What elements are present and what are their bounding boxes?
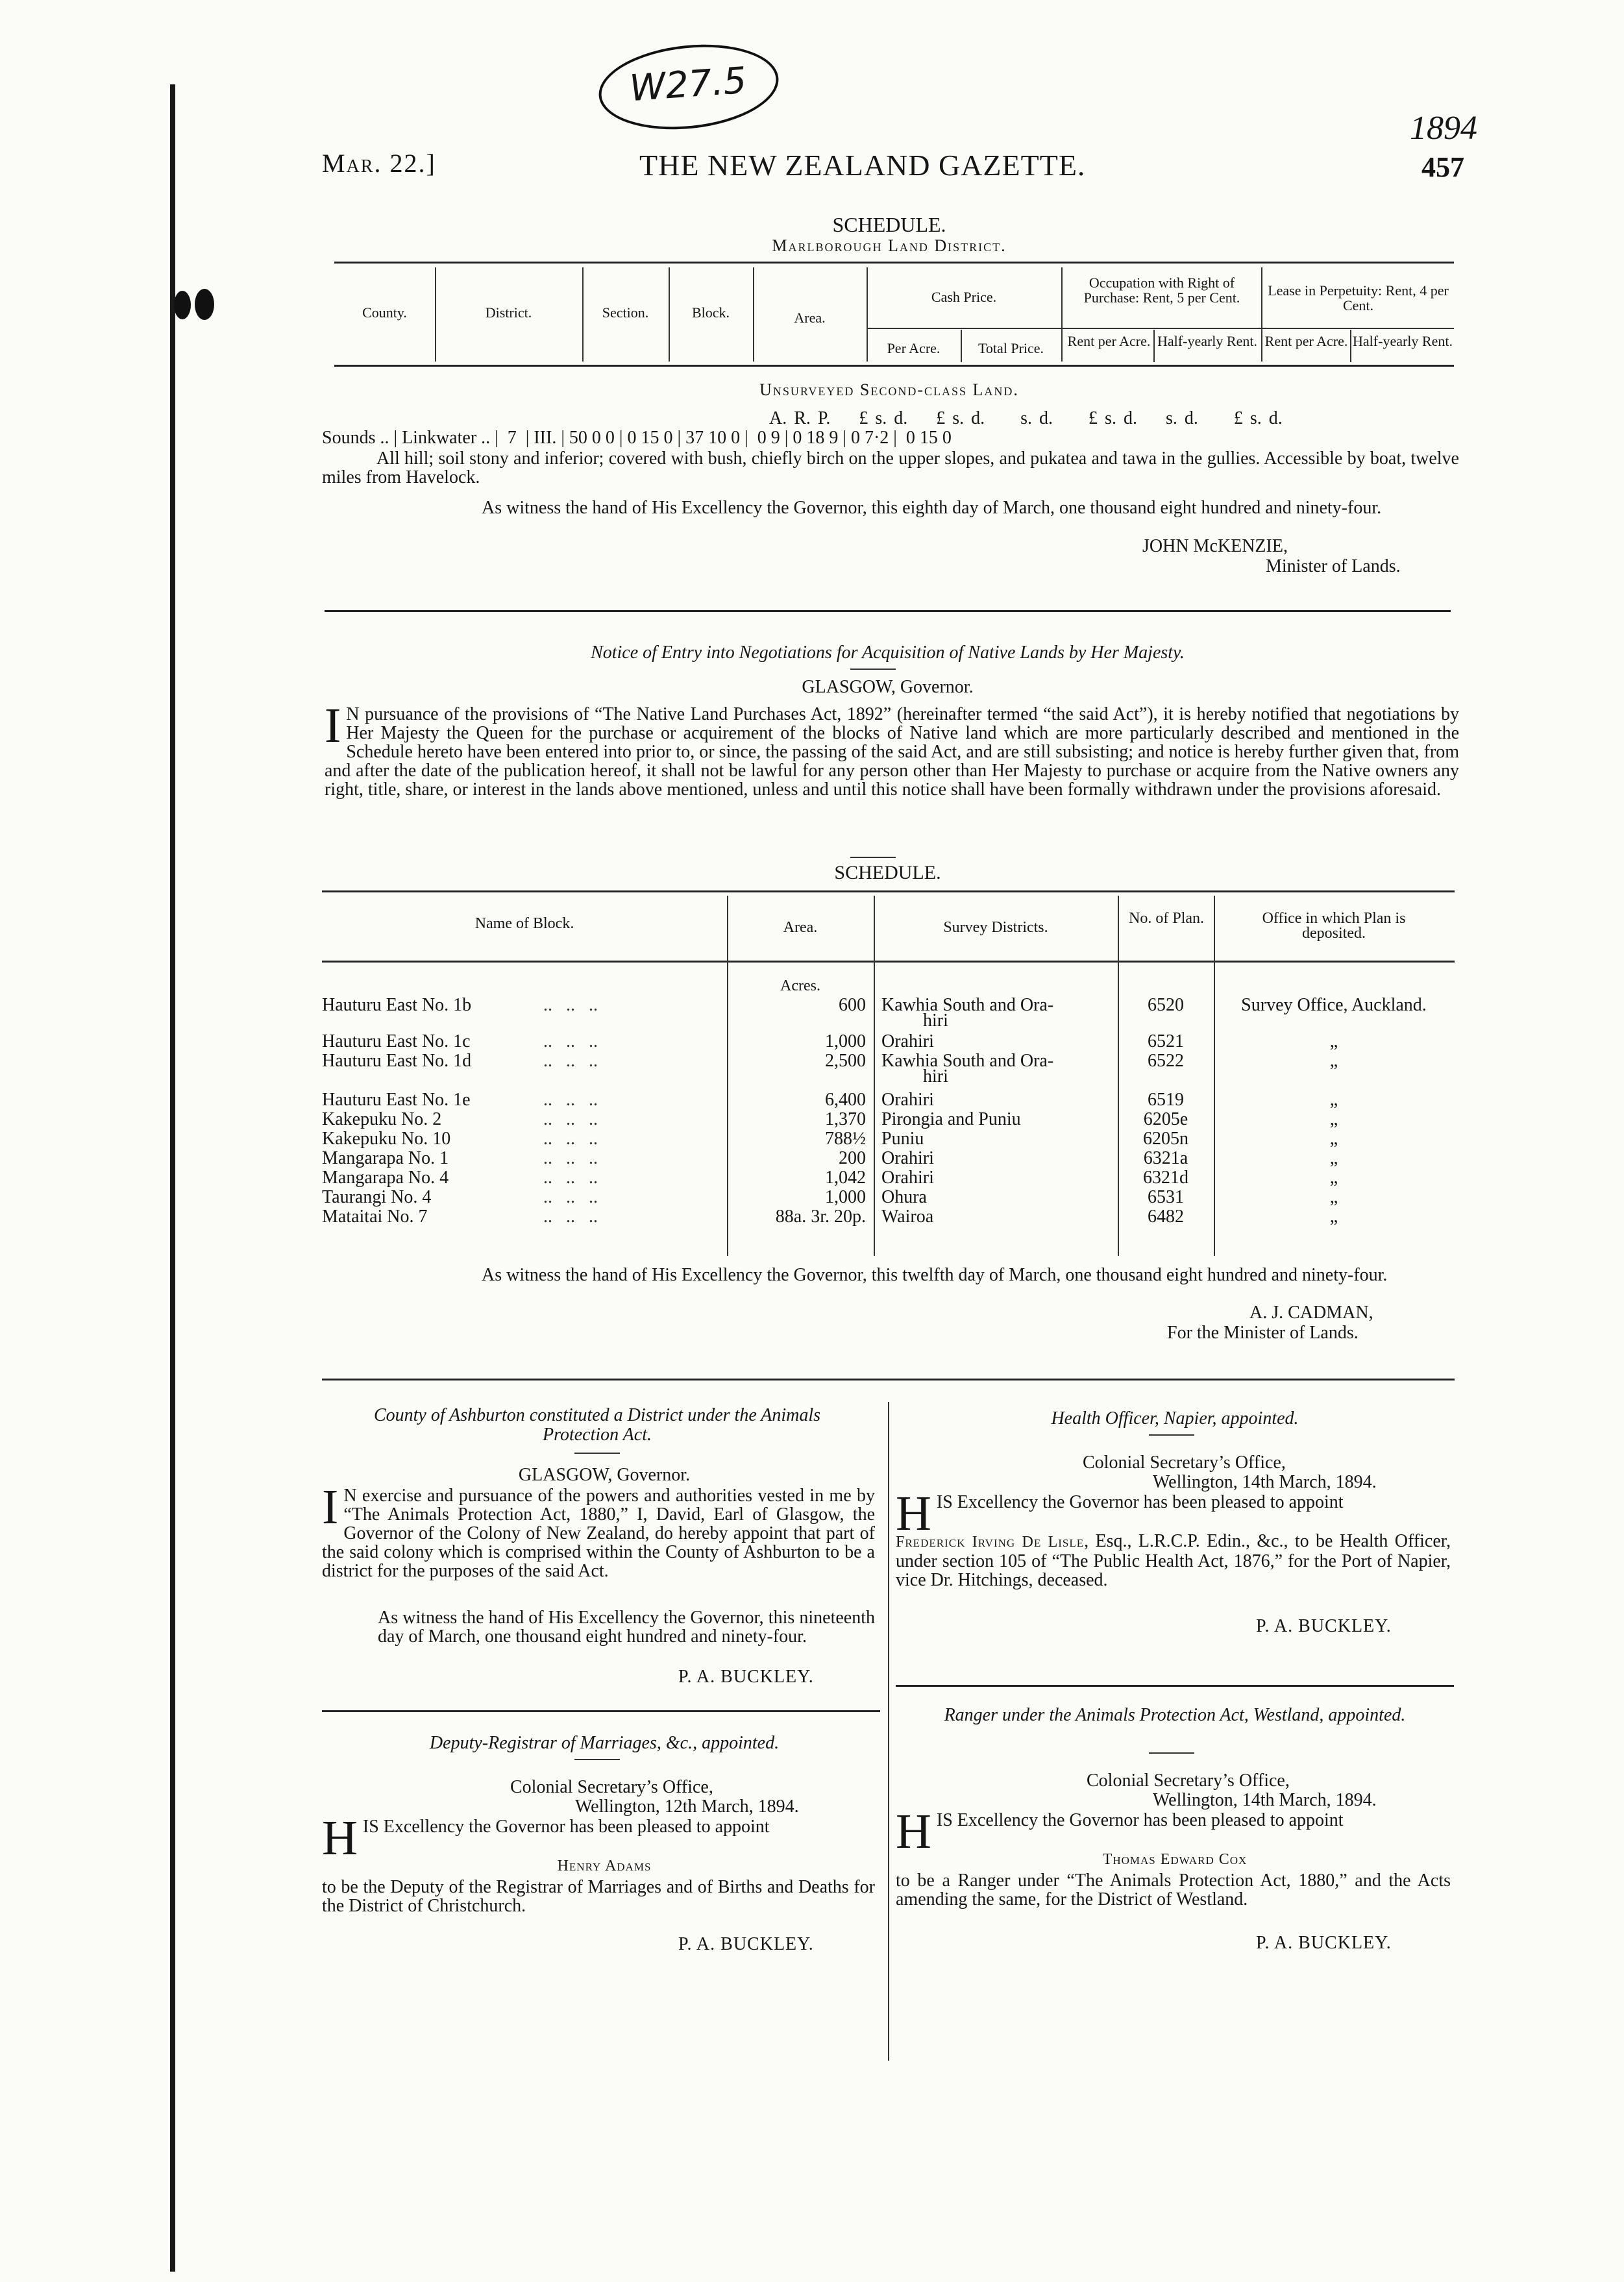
page-number: 457 [1421,151,1464,183]
col-block: Block. [691,304,730,321]
health-title: Health Officer, Napier, appointed. [1051,1408,1299,1429]
block-area: 2,500 [825,1051,866,1071]
schedule-title: SCHEDULE. [832,213,946,236]
col-cash-price: Cash Price. [931,289,997,305]
col-county: County. [362,304,407,321]
block-area: 600 [839,995,866,1015]
row-leader-dots: .. .. .. [539,1187,598,1207]
land-class-heading: Unsurveyed Second-class Land. [759,380,1019,399]
deputy-intro [322,1811,875,1865]
row-leader-dots: .. .. .. [539,995,598,1015]
health-dropcap: H [896,1486,931,1541]
notice-governor: GLASGOW, Governor. [802,677,974,697]
block-survey-district: Kawhia South and Ora- [881,1051,1054,1071]
col-district: District. [485,304,532,321]
notice-text: N pursuance of the provisions of “The Native Land Purchases Act, 1892” (hereinafter termed “the said Act”), it is hereby notified that negotiations by Her Majesty the Queen for the purchase or acquirement of the blocks of Native land which are more particularly described and mentioned in the Schedule hereto have been entered into prior to, or since, the passing of the said Act, and are still subsisting; and notice is hereby further given that, from and after the date of the publication hereof, it shall not be lawful for any person other than Her Majesty to purchase or acquire from the Native owners any right, title, share, or interest in the lands above mentioned, unless and until this notice shall have been formally withdrawn under the provisions aforesaid. [325,704,1459,800]
health-name: Frederick Irving De Lisle [896,1534,1085,1551]
block-office: „ [1329,1168,1338,1188]
block-name: Mangarapa No. 4 [322,1168,449,1188]
ranger-name: Thomas Edward Cox [1102,1851,1248,1868]
block-plan-number: 6321a [1143,1148,1188,1168]
block-area: 1,000 [825,1187,866,1207]
col-survey: Survey Districts. [943,919,1048,936]
row-leader-dots: .. .. .. [539,1109,598,1129]
block-plan-number: 6205e [1143,1109,1188,1129]
block-area: 1,000 [825,1031,866,1051]
block-name: Kakepuku No. 10 [322,1129,451,1149]
notice-title: Notice of Entry into Negotiations for Acquisition of Native Lands by Her Majesty. [591,643,1185,663]
col-total-price: Total Price. [978,340,1044,356]
ranger-dropcap: H [896,1804,931,1859]
deputy-intro-text: IS Excellency the Governor has been pleased to appoint [362,1817,770,1837]
col-notice-area: Area. [783,919,818,936]
signatory-2-title: For the Minister of Lands. [1167,1323,1359,1343]
col-half-yearly: Half-yearly Rent. [1157,333,1257,349]
ashburton-dropcap: I [322,1480,339,1534]
col-lease-half: Half-yearly Rent. [1353,333,1453,349]
col-per-acre: Per Acre. [887,340,941,356]
block-survey-district: Orahiri [881,1031,934,1051]
row-leader-dots: .. .. .. [539,1090,598,1110]
block-area: 200 [839,1148,866,1168]
row-leader-dots: .. .. .. [539,1148,598,1168]
ranger-intro-text: IS Excellency the Governor has been pleased to appoint [936,1810,1344,1830]
block-area: 6,400 [825,1090,866,1110]
block-name: Taurangi No. 4 [322,1187,432,1207]
block-office: „ [1329,1129,1338,1149]
land-description: All hill; soil stony and inferior; covered with bush, chiefly birch on the upper slopes, and pukatea and tawa in the gullies. Accessible by boat, twelve miles from Havelock. [322,448,1459,487]
ranger-date: Wellington, 14th March, 1894. [1153,1790,1377,1810]
block-plan-number: 6522 [1148,1051,1184,1071]
signatory-1: JOHN McKENZIE, [1142,536,1288,556]
block-office: „ [1329,1109,1338,1129]
deputy-body: to be the Deputy of the Registrar of Marriages and of Births and Deaths for the District of Christchurch. [322,1877,875,1916]
deputy-office: Colonial Secretary’s Office, [510,1777,713,1797]
col-lease: Lease in Perpetuity: Rent, 4 per Cent. [1268,282,1449,313]
deputy-date: Wellington, 12th March, 1894. [575,1797,799,1817]
punch-hole [195,289,214,320]
schedule-units: A. R. P. £ s. d. £ s. d. s. d. £ s. d. s. d. £ s. d. [769,408,1283,428]
row-leader-dots: .. .. .. [539,1207,598,1227]
witness-2: As witness the hand of His Excellency the Governor, this twelfth day of March, one thousand eight hundred and ninety-four. [482,1265,1388,1285]
notice-schedule-title: SCHEDULE. [834,862,941,883]
health-body [896,1532,1451,1589]
block-survey-district-cont: hiri [923,1011,948,1031]
block-name: Kakepuku No. 2 [322,1109,442,1129]
binding-edge [170,84,175,2272]
ashburton-witness: As witness the hand of His Excellency the Governor, this nineteenth day of March, one thousand eight hundred and ninety-four. [378,1608,875,1647]
block-office: „ [1329,1051,1338,1071]
health-office: Colonial Secretary’s Office, [1083,1453,1286,1473]
witness-1: As witness the hand of His Excellency the Governor, this eighth day of March, one thousand eight hundred and ninety-four. [482,498,1382,518]
header-date: Mar. 22.] [322,149,436,178]
signatory-1-title: Minister of Lands. [1266,556,1401,576]
deputy-title: Deputy-Registrar of Marriages, &c., appointed. [429,1733,780,1753]
row-leader-dots: .. .. .. [539,1051,598,1071]
block-area: 1,370 [825,1109,866,1129]
block-survey-district: Orahiri [881,1148,934,1168]
col-lease-rent: Rent per Acre. [1264,333,1348,349]
col-plan: No. of Plan. [1129,910,1204,927]
health-date: Wellington, 14th March, 1894. [1153,1472,1377,1492]
block-survey-district: Orahiri [881,1168,934,1188]
block-plan-number: 6519 [1148,1090,1184,1110]
ashburton-title: County of Ashburton constituted a District under the Animals Protection Act. [373,1405,821,1445]
block-plan-number: 6205n [1143,1129,1188,1149]
block-office: „ [1329,1187,1338,1207]
block-office: „ [1329,1207,1338,1227]
block-office: Survey Office, Auckland. [1241,995,1427,1015]
ashburton-body [322,1480,875,1581]
block-plan-number: 6482 [1148,1207,1184,1227]
punch-hole [174,291,191,319]
row-leader-dots: .. .. .. [539,1168,598,1188]
signatory-2: A. J. CADMAN, [1249,1303,1373,1323]
health-intro-text: IS Excellency the Governor has been pleased to appoint [936,1492,1344,1512]
deputy-dropcap: H [322,1811,358,1865]
row-leader-dots: .. .. .. [539,1129,598,1149]
handwritten-stamp-text: W27.5 [628,59,748,110]
block-area: 1,042 [825,1168,866,1188]
ranger-office: Colonial Secretary’s Office, [1087,1771,1290,1791]
land-district: Marlborough Land District. [772,236,1007,255]
schedule-row: Sounds .. | Linkwater .. | 7 | III. | 50 0 0 | 0 15 0 | 37 10 0 | 0 9 | 0 18 9 | 0 7·2 | 0 15 0 [322,428,952,448]
ranger-body: to be a Ranger under “The Animals Protection Act, 1880,” and the Acts amending the same, for the District of Westland. [896,1871,1451,1909]
block-survey-district: Puniu [881,1129,924,1149]
row-leader-dots: .. .. .. [539,1031,598,1051]
col-occupation: Occupation with Right of Purchase: Rent, 5 per Cent. [1083,275,1240,306]
block-plan-number: 6520 [1148,995,1184,1015]
block-survey-district: Wairoa [881,1207,934,1227]
block-area: 88a. 3r. 20p. [775,1207,866,1227]
col-block-name: Name of Block. [474,915,574,932]
deputy-name: Henry Adams [557,1858,652,1874]
block-office: „ [1329,1031,1338,1051]
col-rent-per-acre: Rent per Acre. [1067,333,1151,349]
block-survey-district: Orahiri [881,1090,934,1110]
ranger-title: Ranger under the Animals Protection Act, Westland, appointed. [944,1705,1406,1725]
block-name: Hauturu East No. 1d [322,1051,472,1071]
block-name: Mangarapa No. 1 [322,1148,449,1168]
block-area: 788½ [825,1129,866,1149]
health-intro [896,1486,1451,1541]
block-plan-number: 6531 [1148,1187,1184,1207]
notice-dropcap: I [325,698,341,753]
col-office: Office in which Plan is deposited. [1262,910,1406,942]
block-office: „ [1329,1090,1338,1110]
block-survey-district-cont: hiri [923,1066,948,1086]
header-title: THE NEW ZEALAND GAZETTE. [639,149,1086,182]
block-name: Hauturu East No. 1b [322,995,472,1015]
ashburton-governor: GLASGOW, Governor. [518,1465,691,1485]
handwritten-year: 1894 [1410,110,1477,147]
col-section: Section. [602,304,649,321]
block-survey-district: Pirongia and Puniu [881,1109,1021,1129]
ranger-signatory: P. A. BUCKLEY. [1256,1933,1392,1953]
area-unit: Acres. [780,977,820,994]
health-signatory: P. A. BUCKLEY. [1256,1616,1392,1636]
block-name: Hauturu East No. 1e [322,1090,471,1110]
ashburton-text: N exercise and pursuance of the powers and authorities vested in me by “The Animals Protection Act, 1880,” I, David, Earl of Glasgow, the Governor of the Colony of New Zealand, do hereby appoint that part of the said colony which is comprised within the County of Ashburton to be a district for the purposes of the said Act. [322,1486,875,1581]
health-body-text: , Esq., L.R.C.P. Edin., &c., to be Health Officer, under section 105 of “The Public Health Act, 1876,” for the Port of Napier, vice Dr. Hitchings, deceased. [896,1531,1451,1590]
block-office: „ [1329,1148,1338,1168]
block-survey-district: Kawhia South and Ora- [881,995,1054,1015]
block-plan-number: 6321d [1143,1168,1188,1188]
ranger-intro [896,1804,1451,1859]
block-name: Hauturu East No. 1c [322,1031,471,1051]
col-area: Area. [794,310,826,326]
notice-body [325,698,1459,800]
ashburton-signatory: P. A. BUCKLEY. [678,1667,814,1687]
block-plan-number: 6521 [1148,1031,1184,1051]
block-survey-district: Ohura [881,1187,927,1207]
block-name: Mataitai No. 7 [322,1207,428,1227]
deputy-signatory: P. A. BUCKLEY. [678,1934,814,1954]
